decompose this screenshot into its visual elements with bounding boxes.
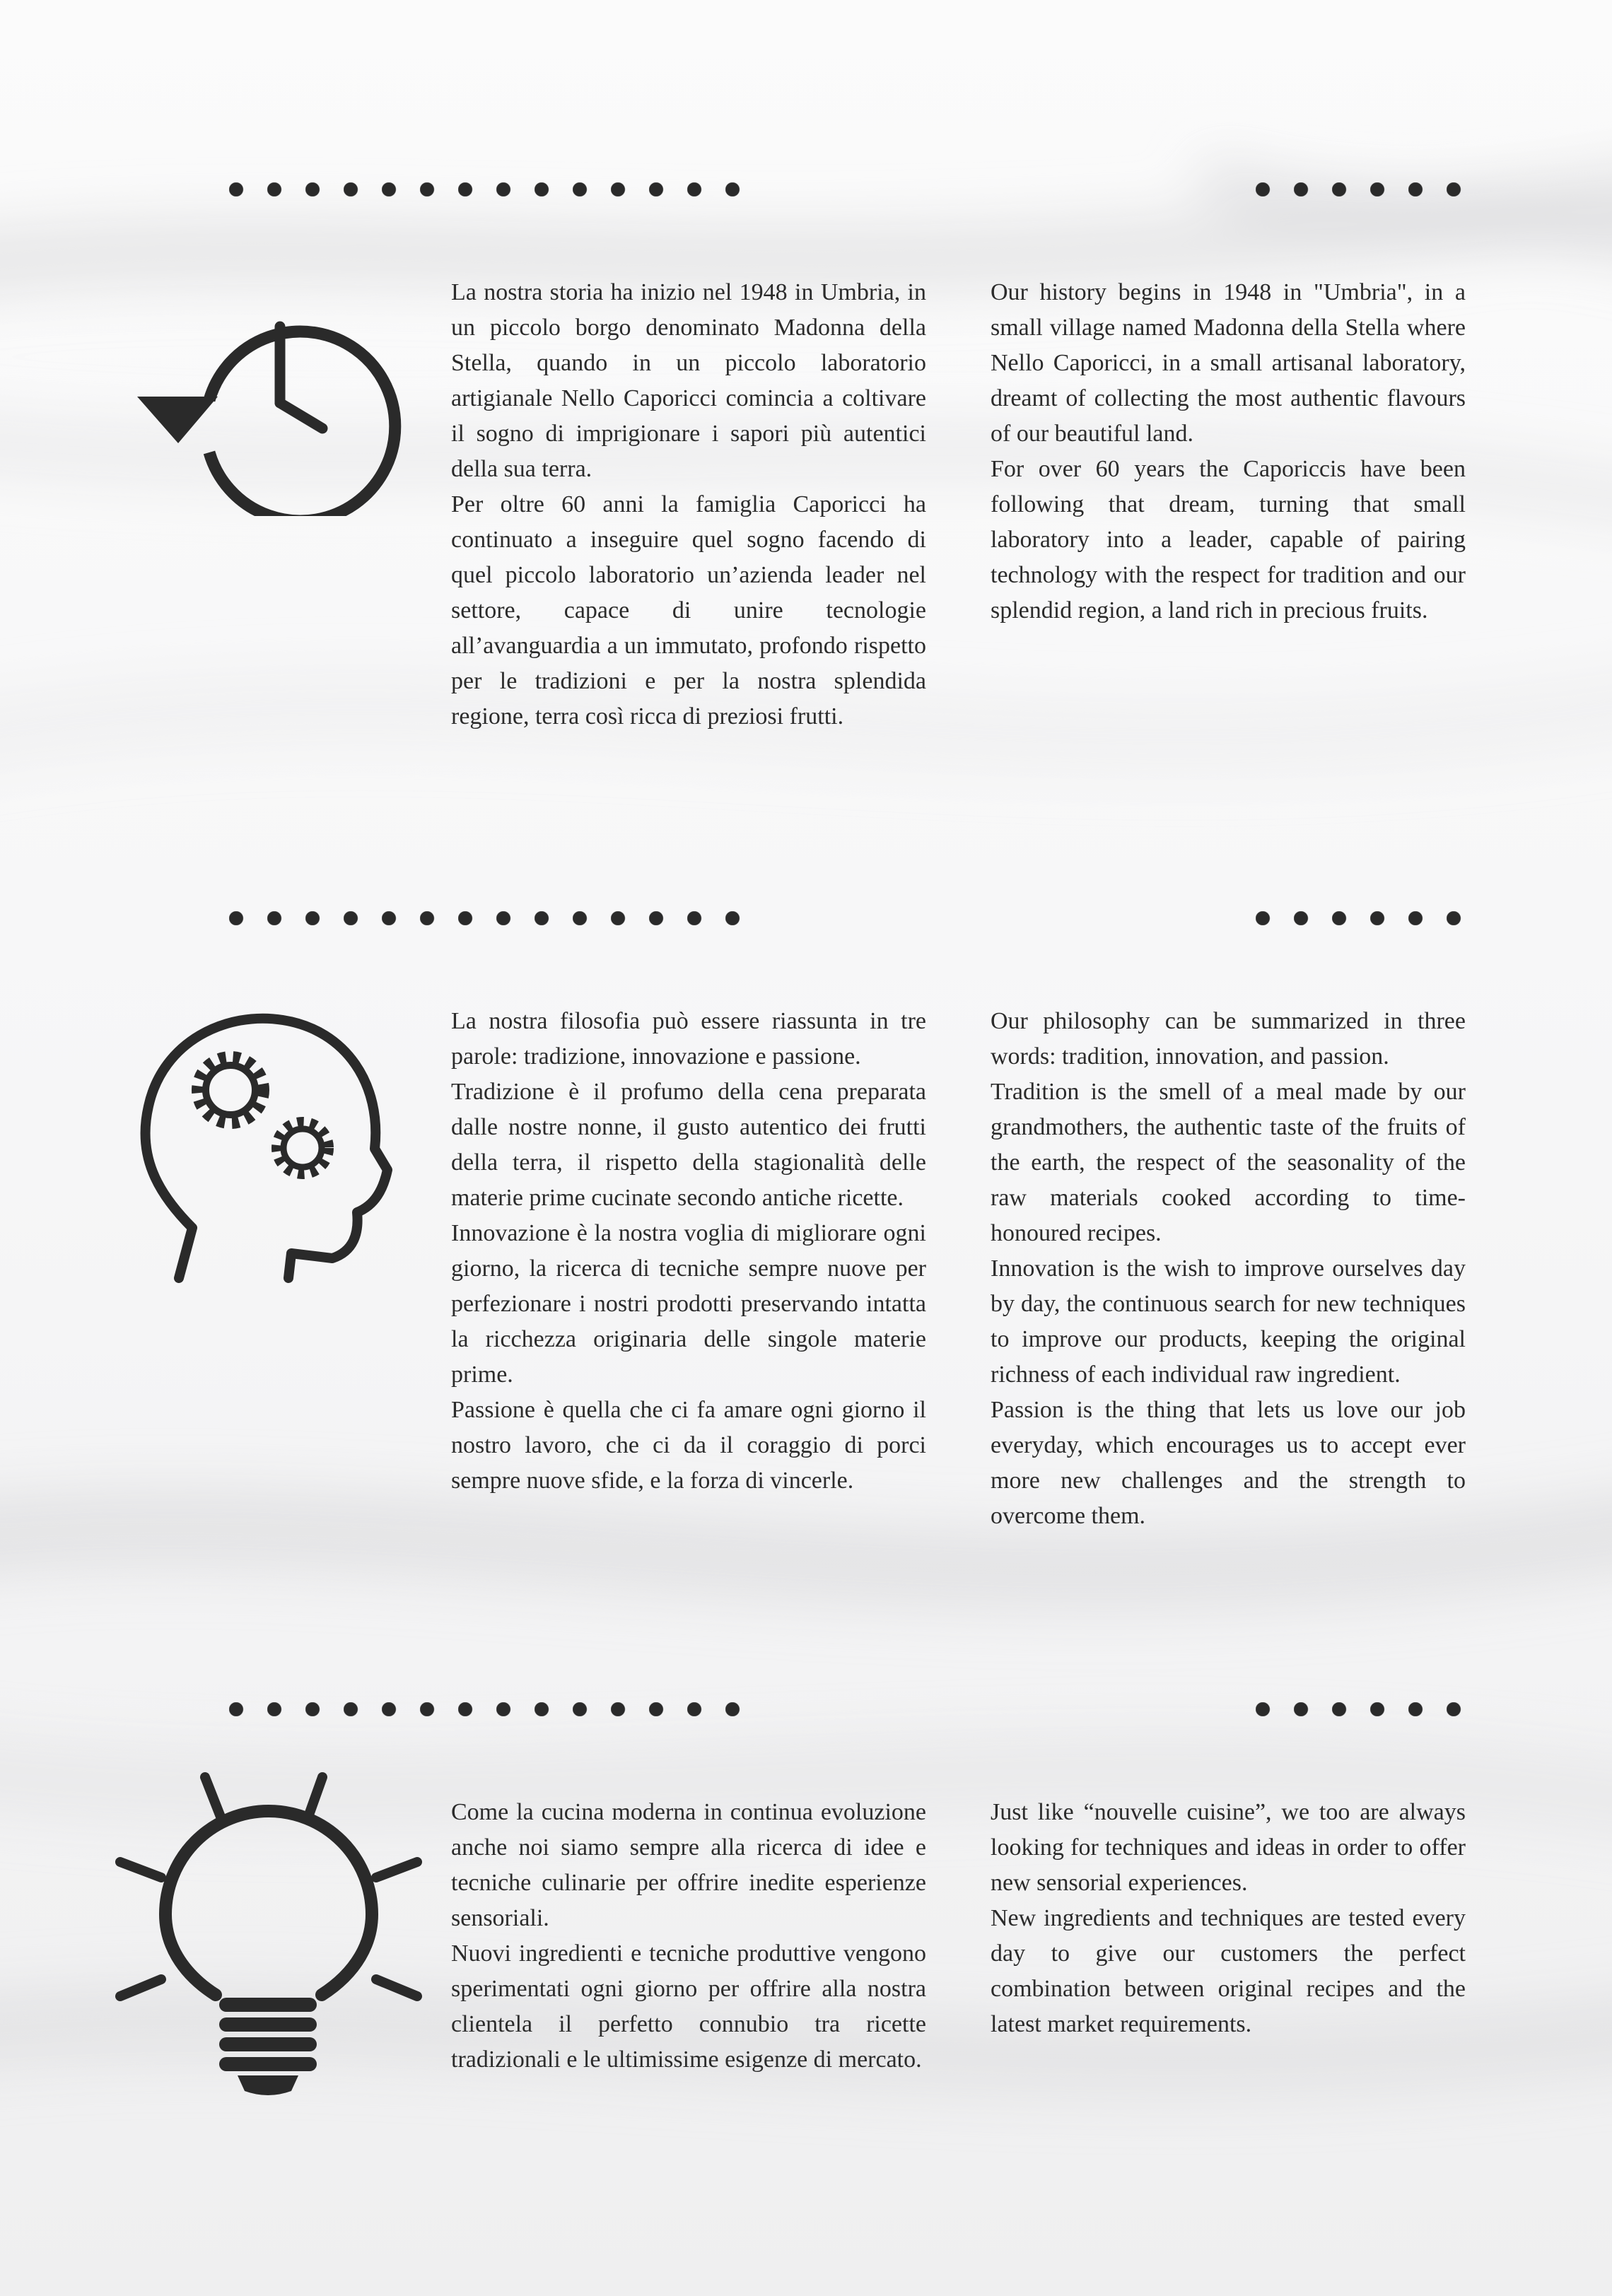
paragraph: For over 60 years the Caporiccis have been following that dream, turning that small laboratory into a leader, capable of pairing technology with the respect for tradition and our splendid region, a land rich in precious fruits. <box>991 456 1466 623</box>
paragraph: Per oltre 60 anni la famiglia Caporicci ha continuato a inseguire quel sogno facendo di quel piccolo laboratorio un’azienda leader nel settore, capace di unire tecnologie all’avanguardia a un immutato, profondo rispetto per le tradizioni e per la nostra splendida regione, terra così ricca di preziosi frutti. <box>451 491 926 730</box>
dots-divider-right <box>1256 182 1472 197</box>
head-gears-icon <box>134 1000 403 1290</box>
paragraph: Tradizione è il profumo della cena preparata dalle nostre nonne, il gusto autentico dei frutti della terra, il rispetto della stagionalità delle materie prime cucinate secondo antiche ricette. <box>451 1079 926 1211</box>
paragraph: Nuovi ingredienti e tecniche produttive vengono sperimentati ogni giorno per offrire alla nostra clientela il perfetto connubio tra ricette tradizionali e le ultimissime esigenze di mercato. <box>451 1940 926 2073</box>
light-bulb-icon <box>113 1767 424 2099</box>
paragraph: Tradition is the smell of a meal made by our grandmothers, the authentic taste of the fruits of the earth, the respect of the seasonality of the raw materials cooked according to time-honoured recipes. <box>991 1079 1466 1246</box>
dots-divider-right <box>1256 1702 1472 1716</box>
paragraph: Our history begins in 1948 in "Umbria", in a small village named Madonna della Stella where Nello Caporicci, in a small artisanal laboratory, dreamt of collecting the most authentic flavours of our beautiful land. <box>991 279 1466 447</box>
history-italian-text <box>451 275 926 734</box>
paragraph: Our philosophy can be summarized in three words: tradition, innovation, and passion. <box>991 1008 1466 1070</box>
philosophy-english-text <box>991 1004 1466 1534</box>
dots-divider-left <box>229 1702 764 1716</box>
dots-divider-left <box>229 182 764 197</box>
paragraph: La nostra filosofia può essere riassunta in tre parole: tradizione, innovazione e passione. <box>451 1008 926 1070</box>
dots-divider-right <box>1256 911 1472 925</box>
philosophy-italian-text <box>451 1004 926 1499</box>
innovation-italian-text <box>451 1795 926 2078</box>
paragraph: La nostra storia ha inizio nel 1948 in Umbria, in un piccolo borgo denominato Madonna della Stella, quando in un piccolo laboratorio artigianale Nello Caporicci comincia a coltivare il sogno di imprigionare i sapori più autentici della sua terra. <box>451 279 926 482</box>
paragraph: Innovation is the wish to improve ourselves day by day, the continuous search for new techniques to improve our products, keeping the original richness of each individual raw ingredient. <box>991 1255 1466 1388</box>
paragraph: Come la cucina moderna in continua evoluzione anche noi siamo sempre alla ricerca di idee e tecniche culinarie per offrire inedite esperienze sensoriali. <box>451 1799 926 1931</box>
paragraph: Passion is the thing that lets us love our job everyday, which encourages us to accept ever more new challenges and the strength to overcome them. <box>991 1397 1466 1529</box>
paragraph: Innovazione è la nostra voglia di migliorare ogni giorno, la ricerca di tecniche sempre nuove per perfezionare i nostri prodotti preservando intatta la ricchezza originaria delle singole materie prime. <box>451 1220 926 1388</box>
history-clock-icon <box>134 272 403 516</box>
paragraph: Just like “nouvelle cuisine”, we too are always looking for techniques and ideas in order to offer new sensorial experiences. <box>991 1799 1466 1896</box>
innovation-english-text <box>991 1795 1466 2042</box>
paragraph: New ingredients and techniques are tested every day to give our customers the perfect combination between original recipes and the latest market requirements. <box>991 1905 1466 2037</box>
paragraph: Passione è quella che ci fa amare ogni giorno il nostro lavoro, che ci da il coraggio di porci sempre nuove sfide, e la forza di vincerle. <box>451 1397 926 1494</box>
history-english-text <box>991 275 1466 628</box>
dots-divider-left <box>229 911 764 925</box>
